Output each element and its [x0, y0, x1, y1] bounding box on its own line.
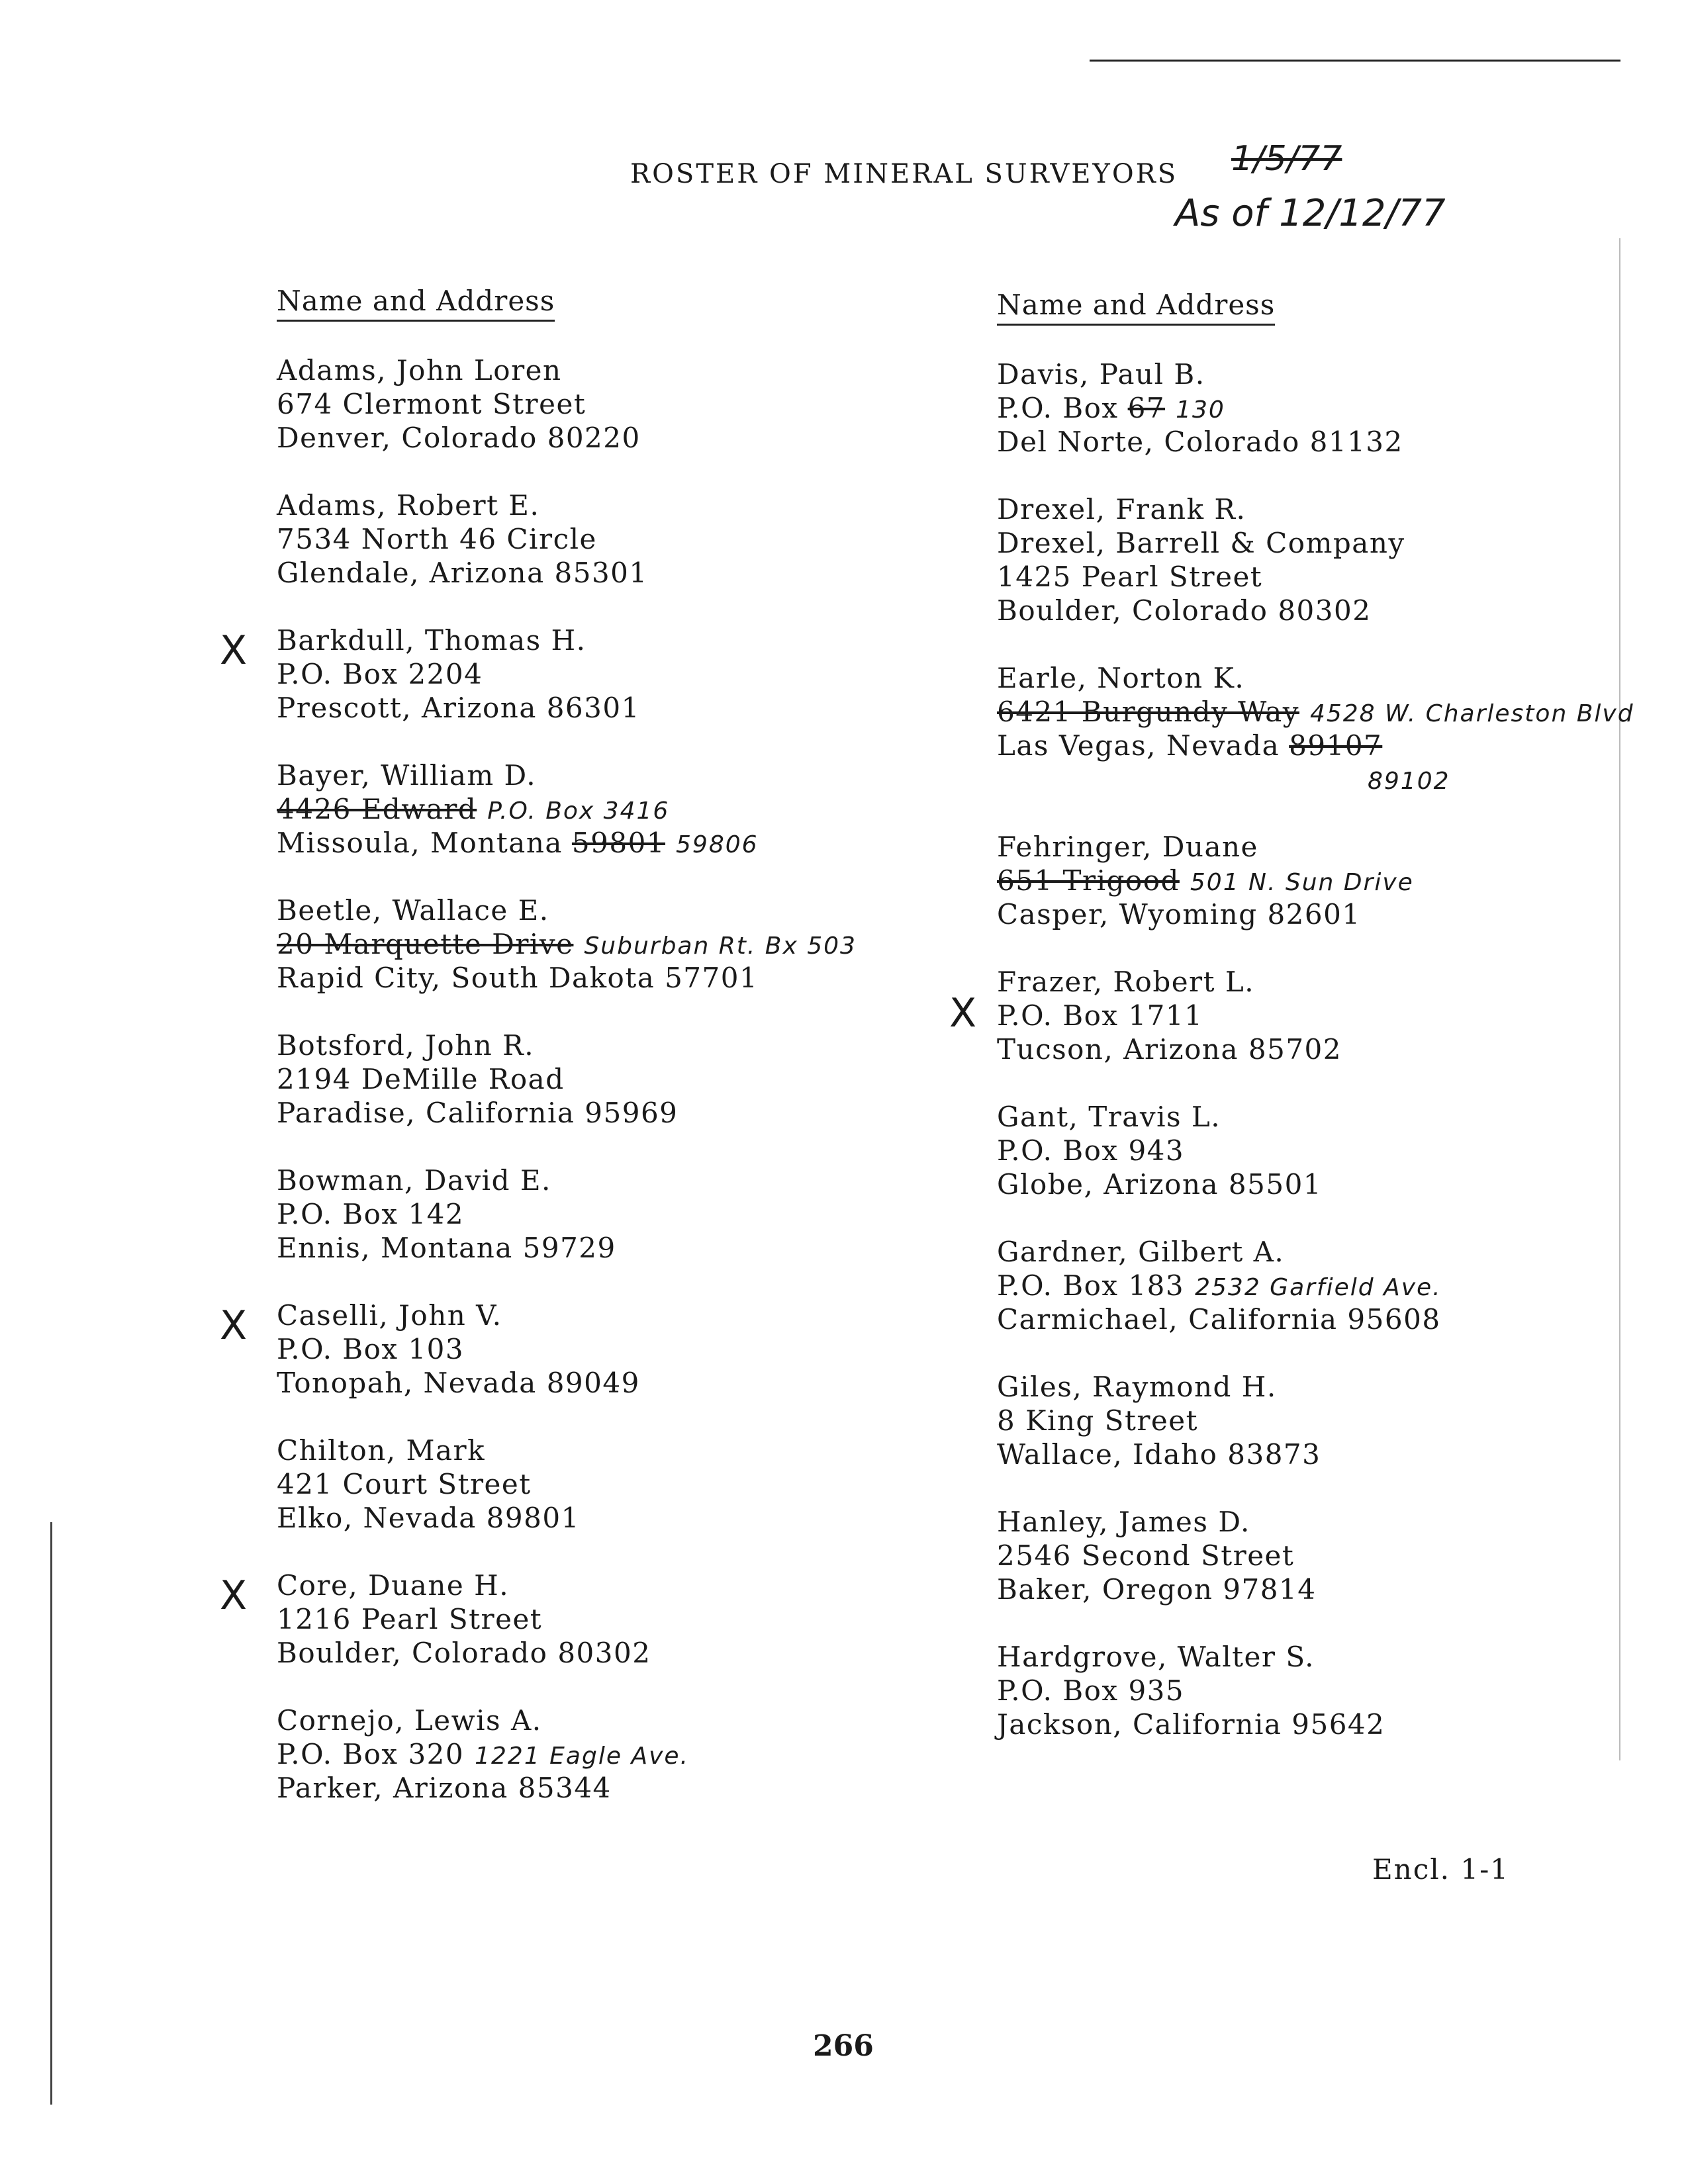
- handwritten-addition: 59806: [676, 831, 759, 858]
- address-line: [997, 762, 1659, 796]
- address-line: [277, 488, 939, 522]
- surveyor-entry: [997, 1640, 1659, 1741]
- enclosure-label: Encl. 1-1: [1372, 1853, 1509, 1886]
- line-text: P.O. Box 935: [997, 1674, 1185, 1707]
- line-text: Rapid City, South Dakota 57701: [277, 962, 759, 994]
- address-line: [277, 1366, 939, 1400]
- line-text: Core, Duane H.: [277, 1569, 510, 1602]
- line-text: Cornejo, Lewis A.: [277, 1704, 542, 1737]
- address-line: [277, 1737, 939, 1771]
- line-text: Drexel, Barrell & Company: [997, 527, 1405, 559]
- line-text: P.O. Box 2204: [277, 658, 483, 690]
- surveyor-entry: [997, 1370, 1659, 1471]
- document-title: ROSTER OF MINERAL SURVEYORS: [630, 159, 1178, 189]
- line-text: 674 Clermont Street: [277, 388, 586, 420]
- surveyor-entry: [997, 492, 1659, 627]
- address-line: [997, 1640, 1659, 1674]
- handwritten-addition: 89102: [1368, 768, 1450, 795]
- address-line: [997, 1370, 1659, 1404]
- line-text: Frazer, Robert L.: [997, 966, 1255, 998]
- line-text: Hanley, James D.: [997, 1506, 1250, 1538]
- x-mark: X: [220, 1572, 248, 1619]
- address-line: [997, 695, 1659, 729]
- line-text: Hardgrove, Walter S.: [997, 1641, 1315, 1673]
- address-line: [997, 492, 1659, 526]
- line-text: 1216 Pearl Street: [277, 1603, 543, 1635]
- line-text: Tucson, Arizona 85702: [997, 1033, 1342, 1066]
- handwritten-addition: 130: [1176, 396, 1225, 424]
- handwritten-addition: 2532 Garfield Ave.: [1195, 1274, 1442, 1301]
- line-text: Globe, Arizona 85501: [997, 1168, 1323, 1201]
- line-text: Paradise, California 95969: [277, 1097, 679, 1129]
- line-text: Elko, Nevada 89801: [277, 1502, 580, 1534]
- address-line: [277, 1197, 939, 1231]
- handwritten-addition: 4528 W. Charleston Blvd: [1309, 700, 1634, 727]
- surveyor-entry: [997, 1100, 1659, 1201]
- address-line: [997, 391, 1659, 425]
- handwritten-addition: 1221 Eagle Ave.: [475, 1743, 689, 1770]
- address-line: [997, 1707, 1659, 1741]
- address-line: [277, 1467, 939, 1501]
- line-text: Earle, Norton K.: [997, 662, 1245, 694]
- line-text: P.O. Box: [997, 392, 1119, 424]
- address-line: [997, 729, 1659, 762]
- address-line: [277, 1636, 939, 1670]
- address-line: [277, 1771, 939, 1805]
- surveyor-entry: [220, 1298, 939, 1400]
- line-text: Glendale, Arizona 85301: [277, 557, 648, 589]
- address-line: [277, 1298, 939, 1332]
- handwritten-addition: 501 N. Sun Drive: [1190, 869, 1414, 896]
- line-text: Gardner, Gilbert A.: [997, 1236, 1285, 1268]
- address-line: [277, 691, 939, 725]
- address-line: [997, 1269, 1659, 1302]
- line-text: Prescott, Arizona 86301: [277, 692, 640, 724]
- address-line: [277, 1231, 939, 1265]
- line-text: 421 Court Street: [277, 1468, 532, 1500]
- address-line: [277, 1028, 939, 1062]
- address-line: [997, 897, 1659, 931]
- column-header: Name and Address: [277, 285, 555, 322]
- address-line: [997, 965, 1659, 999]
- address-line: [277, 961, 939, 995]
- address-line: [277, 893, 939, 927]
- address-line: [997, 1437, 1659, 1471]
- address-line: [997, 1539, 1659, 1572]
- line-text: Parker, Arizona 85344: [277, 1772, 612, 1804]
- line-text: Adams, Robert E.: [277, 489, 540, 522]
- line-text: Botsford, John R.: [277, 1029, 535, 1062]
- struck-text: 651 Trigood: [997, 864, 1180, 897]
- address-line: [997, 1134, 1659, 1167]
- line-text: Boulder, Colorado 80302: [997, 594, 1372, 627]
- struck-text: 6421 Burgundy Way: [997, 696, 1299, 728]
- address-line: [997, 357, 1659, 391]
- handwritten-addition: Suburban Rt. Bx 503: [584, 933, 857, 960]
- surveyor-entry: [277, 1028, 939, 1130]
- address-line: [277, 1501, 939, 1535]
- line-text: 2546 Second Street: [997, 1539, 1295, 1572]
- address-line: [997, 1167, 1659, 1201]
- line-text: Missoula, Montana: [277, 827, 563, 859]
- x-mark: X: [220, 1302, 248, 1349]
- address-line: [277, 1332, 939, 1366]
- surveyor-entry: [277, 1704, 939, 1805]
- struck-text: 59801: [571, 827, 666, 859]
- line-text: Casper, Wyoming 82601: [997, 898, 1361, 931]
- address-line: [997, 425, 1659, 459]
- address-line: [277, 1602, 939, 1636]
- line-text: Gant, Travis L.: [997, 1101, 1221, 1133]
- line-text: P.O. Box 183: [997, 1269, 1185, 1302]
- address-line: [277, 1704, 939, 1737]
- address-line: [997, 1100, 1659, 1134]
- line-text: 7534 North 46 Circle: [277, 523, 597, 555]
- address-line: [997, 1505, 1659, 1539]
- line-text: Caselli, John V.: [277, 1299, 502, 1332]
- x-mark: X: [220, 627, 248, 674]
- line-text: 8 King Street: [997, 1404, 1198, 1437]
- surveyor-entry: [997, 1505, 1659, 1606]
- line-text: 2194 DeMille Road: [277, 1063, 565, 1095]
- surveyor-entry: [997, 357, 1659, 459]
- struck-text: 89107: [1289, 729, 1383, 762]
- column-header: Name and Address: [997, 289, 1275, 326]
- line-text: Giles, Raymond H.: [997, 1371, 1277, 1403]
- surveyor-entry: [997, 1235, 1659, 1336]
- address-line: [997, 1404, 1659, 1437]
- address-line: [277, 1569, 939, 1602]
- address-line: [277, 1433, 939, 1467]
- line-text: P.O. Box 103: [277, 1333, 465, 1365]
- line-text: P.O. Box 1711: [997, 999, 1203, 1032]
- line-text: Del Norte, Colorado 81132: [997, 426, 1403, 458]
- line-text: Ennis, Montana 59729: [277, 1232, 616, 1264]
- address-line: [277, 1096, 939, 1130]
- surveyor-entry: [220, 1569, 939, 1670]
- address-line: [997, 526, 1659, 560]
- address-line: [277, 522, 939, 556]
- address-line: [997, 1572, 1659, 1606]
- line-text: P.O. Box 142: [277, 1198, 465, 1230]
- address-line: [997, 1674, 1659, 1707]
- line-text: Barkdull, Thomas H.: [277, 624, 586, 657]
- line-text: Fehringer, Duane: [997, 831, 1258, 863]
- surveyor-entry: [997, 830, 1659, 931]
- line-text: Baker, Oregon 97814: [997, 1573, 1317, 1606]
- scan-edge-line: [50, 1522, 52, 2105]
- address-line: [997, 1235, 1659, 1269]
- surveyor-entry: [277, 893, 939, 995]
- address-line: [277, 623, 939, 657]
- line-text: Bayer, William D.: [277, 759, 537, 792]
- handwritten-date: As of 12/12/77: [1175, 192, 1446, 235]
- surveyor-entry: [997, 661, 1659, 796]
- surveyor-entry: [949, 965, 1659, 1066]
- address-line: [997, 830, 1659, 864]
- address-line: [277, 387, 939, 421]
- struck-text: 20 Marquette Drive: [277, 928, 574, 960]
- line-text: Drexel, Frank R.: [997, 493, 1246, 525]
- struck-text: 67: [1127, 392, 1166, 424]
- address-line: [997, 594, 1659, 627]
- surveyor-entry: [277, 758, 939, 860]
- line-text: Las Vegas, Nevada: [997, 729, 1280, 762]
- line-text: Carmichael, California 95608: [997, 1303, 1441, 1336]
- address-line: [277, 421, 939, 455]
- line-text: Jackson, California 95642: [997, 1708, 1385, 1741]
- right-column: [949, 289, 1659, 1775]
- surveyor-entry: [277, 1163, 939, 1265]
- address-line: [277, 353, 939, 387]
- address-line: [277, 792, 939, 826]
- top-rule: [1090, 60, 1620, 62]
- struck-text: 4426 Edward: [277, 793, 477, 825]
- line-text: 1425 Pearl Street: [997, 561, 1263, 593]
- address-line: [277, 556, 939, 590]
- page-number: 266: [813, 2029, 874, 2063]
- address-line: [277, 927, 939, 961]
- address-line: [997, 999, 1659, 1032]
- surveyor-entry: [277, 488, 939, 590]
- line-text: Denver, Colorado 80220: [277, 422, 641, 454]
- address-line: [997, 1032, 1659, 1066]
- handwritten-addition: P.O. Box 3416: [487, 797, 670, 825]
- line-text: P.O. Box 943: [997, 1134, 1185, 1167]
- struck-date: 1/5/77: [1231, 139, 1342, 179]
- surveyor-entry: [220, 623, 939, 725]
- address-line: [277, 1163, 939, 1197]
- line-text: Chilton, Mark: [277, 1434, 486, 1467]
- address-line: [277, 657, 939, 691]
- line-text: Boulder, Colorado 80302: [277, 1637, 651, 1669]
- address-line: [997, 560, 1659, 594]
- address-line: [997, 1302, 1659, 1336]
- line-text: P.O. Box 320: [277, 1738, 465, 1770]
- address-line: [997, 864, 1659, 897]
- surveyor-entry: [277, 353, 939, 455]
- address-line: [277, 826, 939, 860]
- line-text: Adams, John Loren: [277, 354, 562, 387]
- left-column: [220, 285, 939, 1839]
- line-text: Davis, Paul B.: [997, 358, 1205, 390]
- line-text: Bowman, David E.: [277, 1164, 551, 1197]
- line-text: Tonopah, Nevada 89049: [277, 1367, 640, 1399]
- x-mark: X: [949, 990, 977, 1036]
- line-text: Wallace, Idaho 83873: [997, 1438, 1321, 1471]
- surveyor-entry: [277, 1433, 939, 1535]
- address-line: [277, 1062, 939, 1096]
- line-text: Beetle, Wallace E.: [277, 894, 549, 927]
- address-line: [997, 661, 1659, 695]
- address-line: [277, 758, 939, 792]
